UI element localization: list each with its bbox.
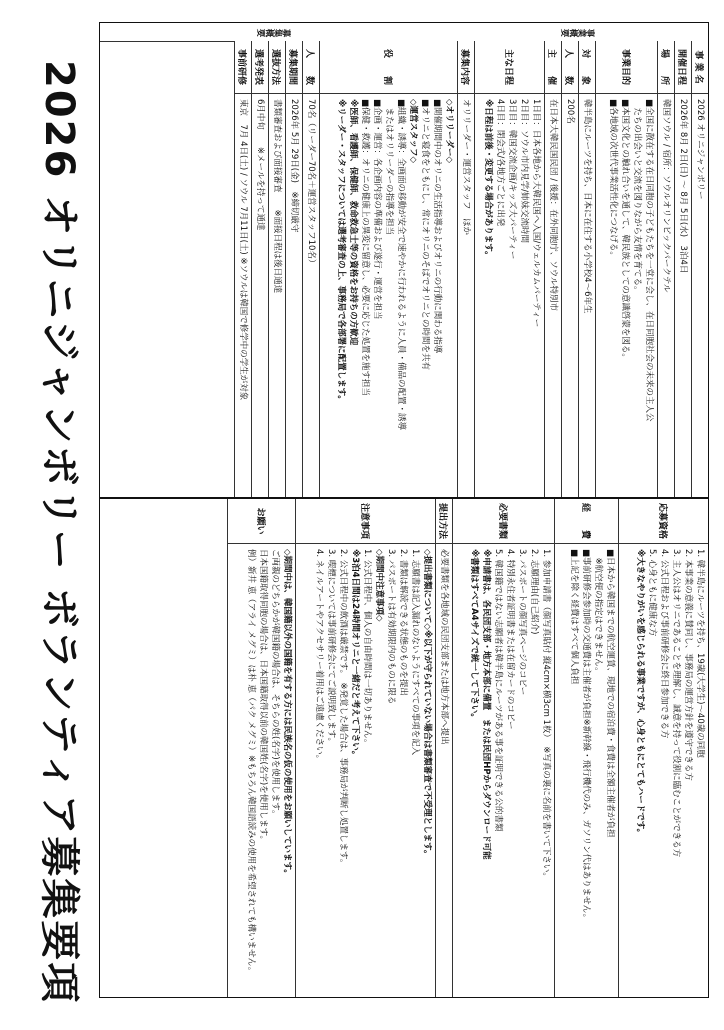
text-line: ◇期間中は、韓国籍以外の国籍を有する方には民族名の仮の使用をお願いしています。 <box>282 549 292 878</box>
text-line: 韓半島にルーツを持ち、日本に在住する小学校4〜6年生 <box>582 99 592 314</box>
event-row-label: 募集期間 <box>286 41 302 94</box>
application-row <box>227 499 295 997</box>
text-line: 1. 公式日程中、個人の自由時間は一切ありません。 <box>362 549 372 748</box>
text-line: ◇提出書類について◇※以下が守られていない場合は書類審査で不受理とします。 <box>422 549 432 859</box>
event-row-label: 開催日程 <box>675 41 691 94</box>
text-line: 書類審査および面接審査 ※面接日程は後日通達 <box>272 99 282 294</box>
text-line: ■日本から韓国までの航空運賃、現地での宿泊費・食費は全額主催者が負担 <box>605 549 615 838</box>
event-row-value <box>320 93 457 497</box>
text-line: 2026 オリニジャンボリー <box>695 99 705 200</box>
text-line: ■本国文化との触れ合いを通して、韓民族としての意識啓蒙を図る。 <box>620 99 630 362</box>
event-row <box>657 41 674 497</box>
event-row <box>578 41 595 497</box>
event-row-label: 主 催 <box>545 41 561 94</box>
text-line: 6月中旬 ※メールを持って通達 <box>255 99 265 231</box>
text-line: 2日目：ソウル市内見学/姉妹交流時間 <box>519 99 529 244</box>
event-row <box>595 41 657 497</box>
text-line: 2026年 5月 29日(金) ※締切厳守 <box>289 99 299 233</box>
text-line: 2. 志願理由(自己紹介) <box>529 549 539 635</box>
application-row-value <box>436 543 452 997</box>
event-row <box>691 41 708 497</box>
event-row-label: 募集内容 <box>458 41 474 94</box>
application-row-value <box>555 543 618 997</box>
text-line: 1. 志願書は記入漏れのないようにすべての事項を記入 <box>410 549 420 756</box>
text-line: 韓国ソウル / 宿所：ソウルオリンピックパークテル <box>661 99 671 293</box>
text-line: 2. 公式日程中の飲酒は厳禁です。 ※発覚した場合は、事務局が判断し処置します。 <box>338 549 348 868</box>
event-row-value <box>562 93 578 497</box>
event-row-value <box>458 93 474 497</box>
text-line: 例）新井 恵（アライ メグミ）は朴 恵（パク メグミ）※もちろん韓国語読みの使用を希望されても構いません。 <box>246 549 256 976</box>
event-row <box>251 41 268 497</box>
text-line: ■各地域の次世代事業活性化につなげる。 <box>608 99 618 260</box>
application-row <box>554 499 618 997</box>
text-line: ■組織・誘導：全画面の移動が安全で速やかに行われるように人員・備品の配置・誘導 <box>396 99 406 431</box>
page-title: 2026 オリニジャンボリー ボランティア募集要項 <box>36 60 82 1005</box>
text-line: ■全国に散在する在日同胞の子どもたちを一堂に会し、在日同胞社会の未来の主人公 <box>644 99 654 422</box>
text-line: 2. 本事業の意義に賛同し、事務局の運営方針を遵守できる方 <box>683 549 693 781</box>
application-row-value <box>296 543 435 997</box>
text-line: ◇運営スタッフ◇ <box>408 99 418 164</box>
text-line: 3. 主人公はオリニであることを理解し、誠意を持って役割に臨むことができる方 <box>671 549 681 858</box>
text-line: またはオリリーダーの指導を担当 <box>384 99 394 236</box>
event-row <box>544 41 561 497</box>
application-table <box>99 498 709 998</box>
text-line: 4. 特別永住者証明書または在留カードのコピー <box>505 549 515 730</box>
text-line: 在日本大韓民国民団 / 後援：在外同胞庁、ソウル特別市 <box>548 99 558 312</box>
event-row <box>561 41 578 497</box>
text-line: 5. 心身ともに健康な方 <box>647 549 657 637</box>
application-row-value <box>228 543 295 997</box>
text-line: 1. 韓半島にルーツを持ち、19歳(大学生)〜40歳の同胞 <box>695 549 705 758</box>
event-row-value <box>658 93 674 497</box>
application-row <box>295 499 435 997</box>
event-row-label: 人 数 <box>562 41 578 94</box>
text-line: 3日目：韓国交流企画/キッズ大パーティー <box>507 99 517 260</box>
event-row <box>457 41 474 497</box>
text-line: ■オリニと寝食をともにし、常にオリニのそばでオリニとの時間を共有 <box>420 99 430 371</box>
text-line: 3. 喫煙については事前研修会にてご説明致します。 <box>326 549 336 746</box>
text-line: 4日目：閉会式/各地方ごとに出発 <box>495 99 505 227</box>
application-row-label: 提出方法 <box>436 499 452 544</box>
event-row-value <box>235 93 251 497</box>
event-row-value <box>303 93 319 497</box>
application-row-label: 応募資格 <box>619 499 708 544</box>
event-row-label: 事前研修 <box>235 41 251 94</box>
application-row-label: 経 費 <box>555 499 618 544</box>
event-row-value <box>545 93 561 497</box>
application-row-value <box>453 543 554 997</box>
event-row <box>234 41 251 497</box>
text-line: 1. 参加申請書（顔写真貼付 縦4cm×横3cm 1枚） ※写真の裏に名前を書いて下さい。 <box>541 549 551 881</box>
section-label-event: 事業概要 <box>448 23 708 42</box>
section-label-recruit: 募集概要 <box>100 23 448 42</box>
event-row-label: 人 数 <box>303 41 319 94</box>
text-line: ◇期間中注意事項◇ <box>374 549 384 622</box>
text-line: ■上記を除く経費はすべて個人負担 <box>569 549 579 685</box>
event-row <box>474 41 544 497</box>
event-row-value <box>475 93 544 497</box>
event-row-label: 事業目的 <box>596 41 657 94</box>
event-row <box>302 41 319 497</box>
text-line: 3. パスポートは有効期限内のものに限る <box>386 549 396 705</box>
application-row-label: 必要書類 <box>453 499 554 544</box>
event-row-label: 主な日程 <box>475 41 544 94</box>
text-line: 4. ネイルアートやアクセサリー着用はご遠慮ください。 <box>314 549 324 764</box>
application-row <box>618 499 708 997</box>
text-line: ※航空便の指定はできません。 <box>593 549 603 676</box>
text-line: 200名 <box>565 99 575 124</box>
text-line: 2. 書類は解読できる状態のものを提出 <box>398 549 408 696</box>
text-line: ※書類はすべてA4サイズで統一して下さい。 <box>469 549 479 722</box>
text-line: ※申請書は、各民団支部・地方本部に備置 または民団HPからダウンロード可能 <box>481 549 491 860</box>
text-line: 必要書類を各地域の民団支部または地方本部へ提出 <box>439 549 449 745</box>
application-row-label: 注意事項 <box>296 499 435 544</box>
text-line: ※リーダー・スタッフについては選考審査の上、事務局で各部署に配置します。 <box>336 99 346 404</box>
text-line: たちの出会いと交流を図りながら友情を育てる。 <box>632 99 642 295</box>
application-row-value <box>619 543 708 997</box>
text-line: 1日目：日本各地から大韓民国へ入国/ウェルカムパーティー <box>531 99 541 328</box>
event-row-label: 対 象 <box>579 41 595 94</box>
event-row <box>319 41 457 497</box>
event-row <box>674 41 691 497</box>
text-line: ※3泊4日間は24時間オリニと一緒だと考えて下さい。 <box>350 549 360 760</box>
text-line: 日本国籍取得同胞の場合は、日本国籍取得以前の韓国姓(名字)を使用します。 <box>258 549 268 844</box>
text-line: ※日程は前後・変更する場合があります。 <box>483 99 493 260</box>
text-line: ■保健・救護：オリニの健康上の異変に留意し、必要に応じた処置を施す担当 <box>360 99 370 396</box>
event-row-value <box>579 93 595 497</box>
event-row-value <box>675 93 691 497</box>
event-row-value <box>692 93 708 497</box>
text-line: ■企画・運営：各企画内容の準備および遂行・運営を担当 <box>372 99 382 320</box>
text-line: ■事前研修会参加時の交通費は主催者が負担※新幹線・飛行機代のみ、ガソリン代はありません。 <box>581 549 591 923</box>
application-row-label: お願い <box>228 499 295 544</box>
event-row-value <box>269 93 285 497</box>
event-row-label: 選考発表 <box>252 41 268 94</box>
text-line: 3. パスポートの顔写真ページのコピー <box>517 549 527 696</box>
event-row <box>285 41 302 497</box>
text-line: ※医師、看護師、保健師、救命救急士等の資格をお持ちの方歓迎 <box>348 99 358 346</box>
application-row <box>452 499 554 997</box>
event-row-value <box>252 93 268 497</box>
event-row-label: 場 所 <box>658 41 674 94</box>
text-line: 5. 韓国籍ではない志願者は韓半島にルーツがある事を証明できる公的書類 <box>493 549 503 832</box>
text-line: 東京 7月 4日(土) / ソウル 7月11日(土) ※ソウルは韓国で修学中の学生が対象 <box>238 99 248 401</box>
event-row-label: 選抜方法 <box>269 41 285 94</box>
application-row <box>435 499 452 997</box>
text-line: 2026年 8月 2日(日) 〜 8月 5日(水) 3泊4日 <box>678 99 688 274</box>
text-line: 4. 公式日程および事前研修会に終日参加できる方 <box>659 549 669 739</box>
event-row-value <box>596 93 657 497</box>
text-line: ※大きなやりがいを感じられる事業ですが、心身ともにとてもハードです。 <box>635 549 645 838</box>
event-row-label: 役 割 <box>320 41 457 94</box>
event-row-value <box>286 93 302 497</box>
text-line: ■開催期間中のオリニの生活指導およびオリニの行動に関わる指導 <box>432 99 442 354</box>
event-row-label: 事 業 名 <box>692 41 708 94</box>
text-line: ご両親のどちらかが韓国籍の場合は、そちらの姓(名字)を使用します。 <box>270 549 280 819</box>
text-line: 70名（リーダー70名＋運営スタッフ10名） <box>306 99 316 268</box>
text-line: ◇オリリーダー◇ <box>444 99 454 164</box>
event-row <box>268 41 285 497</box>
text-line: オリリーダー・運営スタッフ ほか <box>461 99 471 236</box>
event-overview-table <box>99 22 709 498</box>
